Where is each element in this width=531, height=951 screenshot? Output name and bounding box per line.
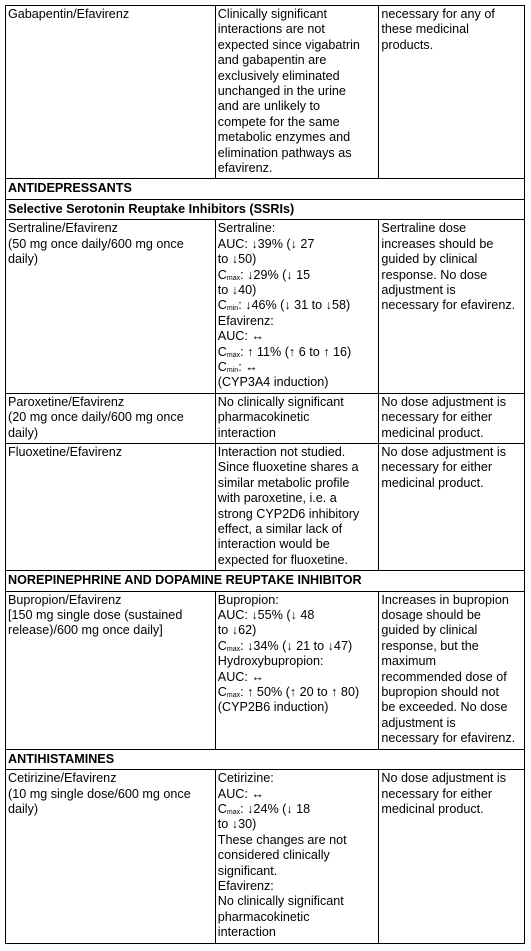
- cell-line: (20 mg once daily/600 mg once: [8, 410, 184, 425]
- cell-line: necessary for either: [381, 460, 493, 475]
- section-header-row: [6, 179, 525, 199]
- cell-line: medicinal product.: [381, 801, 484, 816]
- table-row: [6, 591, 525, 749]
- cell-line: $C_{min}$: ↔: [217, 359, 258, 374]
- subscript: min: [226, 305, 239, 313]
- cell-line: interaction: [217, 425, 276, 440]
- cell-medicinal-product: [6, 443, 216, 570]
- cell-line: daily): [8, 252, 39, 267]
- cell-line: $C_{min}$: ↓46% (↓ 31 to ↓58): [217, 298, 351, 313]
- cell-line: necessary for either: [381, 786, 493, 801]
- cell-line: with paroxetine, i.e. a: [217, 491, 337, 506]
- table-row: [6, 393, 525, 443]
- cell-line: recommended dose of: [381, 669, 507, 684]
- cell-line: (10 mg single dose/600 mg once: [8, 786, 191, 801]
- cell-line: Clinically significant: [217, 7, 327, 21]
- subscript: max: [226, 274, 241, 282]
- cell-line: pharmacokinetic: [217, 909, 310, 924]
- cell-recommendation: [379, 6, 525, 179]
- cell-line: $C_{max}$: ↑ 11% (↑ 6 to ↑ 16): [217, 344, 352, 359]
- cell-line: Efavirenz:: [217, 313, 274, 328]
- cell-line: these medicinal: [381, 22, 469, 37]
- cell-line: significant.: [217, 863, 278, 878]
- cell-line: interaction would be: [217, 537, 330, 552]
- cell-line: Since fluoxetine shares a: [217, 460, 359, 475]
- cell-line: to ↓50): [217, 252, 257, 267]
- cell-line: unchanged in the urine: [217, 84, 346, 99]
- cell-line: expected for fluoxetine.: [217, 552, 349, 567]
- cell-line: to ↓40): [217, 282, 257, 297]
- cell-line: release)/600 mg once daily]: [8, 623, 163, 638]
- cell-line: $C_{max}$: ↑ 50% (↑ 20 to ↑ 80): [217, 685, 360, 700]
- cell-line: AUC: ↔: [217, 786, 264, 801]
- cell-line: increases should be: [381, 236, 494, 251]
- cell-medicinal-product: [6, 591, 216, 749]
- cell-line: compete for the same: [217, 114, 340, 129]
- cell-line: medicinal product.: [381, 475, 484, 490]
- cell-line: (50 mg once daily/600 mg once: [8, 236, 184, 251]
- cell-line: and gabapentin are: [217, 53, 327, 68]
- cell-line: necessary for efavirenz.: [381, 731, 516, 746]
- cell-effect: [215, 393, 379, 443]
- cell-line: Interaction not studied.: [217, 444, 346, 459]
- cell-line: [150 mg single dose (sustained: [8, 608, 183, 623]
- cell-line: necessary for efavirenz.: [381, 298, 516, 313]
- cell-line: interaction: [217, 925, 276, 940]
- cell-line: products.: [381, 37, 434, 52]
- cell-effect: [215, 770, 379, 943]
- cell-line: adjustment is: [381, 282, 456, 297]
- section-header-row: [6, 571, 525, 591]
- cell-line: (CYP3A4 induction): [217, 375, 329, 390]
- cell-line: AUC: ↔: [217, 329, 264, 344]
- subscript: max: [226, 351, 241, 359]
- cell-line: bupropion should not: [381, 685, 500, 700]
- cell-line: daily): [8, 425, 39, 440]
- cell-line: Cetirizine:: [217, 771, 274, 786]
- cell-line: Bupropion/Efavirenz: [8, 592, 122, 607]
- table-row: [6, 220, 525, 393]
- cell-line: response, but the: [381, 638, 479, 653]
- cell-line: Bupropion:: [217, 592, 279, 607]
- cell-effect: [215, 220, 379, 393]
- cell-line: guided by clinical: [381, 623, 478, 638]
- cell-line: AUC: ↓39% (↓ 27: [217, 236, 315, 251]
- cell-line: maximum: [381, 654, 436, 669]
- cell-effect: [215, 443, 379, 570]
- cell-line: Fluoxetine/Efavirenz: [8, 444, 123, 459]
- section-header: Selective Serotonin Reuptake Inhibitors (SSRIs): [6, 199, 525, 219]
- cell-line: necessary for either: [381, 410, 493, 425]
- cell-line: Gabapentin/Efavirenz: [8, 7, 130, 21]
- cell-line: No clinically significant: [217, 394, 344, 409]
- cell-line: considered clinically: [217, 848, 330, 863]
- cell-line: effect, a similar lack of: [217, 522, 343, 536]
- cell-line: Sertraline dose: [381, 221, 467, 236]
- cell-line: efavirenz.: [217, 161, 273, 176]
- cell-line: $C_{max}$: ↓34% (↓ 21 to ↓47): [217, 638, 353, 653]
- cell-line: Cetirizine/Efavirenz: [8, 771, 117, 786]
- cell-recommendation: [379, 443, 525, 570]
- cell-line: response. No dose: [381, 267, 488, 282]
- cell-line: No dose adjustment is: [381, 771, 507, 786]
- cell-medicinal-product: [6, 393, 216, 443]
- cell-line: No dose adjustment is: [381, 444, 507, 459]
- subscript: min: [226, 366, 239, 374]
- section-header-row: [6, 199, 525, 219]
- cell-line: (CYP2B6 induction): [217, 700, 329, 715]
- cell-line: metabolic enzymes and: [217, 130, 351, 145]
- cell-line: These changes are not: [217, 832, 347, 847]
- cell-medicinal-product: [6, 770, 216, 943]
- cell-recommendation: [379, 220, 525, 393]
- cell-line: to ↓30): [217, 817, 257, 832]
- cell-recommendation: [379, 770, 525, 943]
- table-row: [6, 770, 525, 943]
- section-header-row: [6, 749, 525, 769]
- section-header: ANTIHISTAMINES: [6, 749, 525, 769]
- cell-line: medicinal product.: [381, 425, 484, 440]
- cell-line: necessary for any of: [381, 7, 495, 21]
- cell-line: Sertraline/Efavirenz: [8, 221, 118, 236]
- subscript: max: [226, 808, 241, 816]
- cell-recommendation: [379, 393, 525, 443]
- table-row: [6, 6, 525, 179]
- cell-line: and are unlikely to: [217, 99, 321, 114]
- cell-line: elimination pathways as: [217, 145, 352, 160]
- cell-line: Efavirenz:: [217, 878, 274, 893]
- drug-interaction-table: [5, 5, 525, 944]
- cell-line: strong CYP2D6 inhibitory: [217, 506, 360, 521]
- cell-line: expected since vigabatrin: [217, 37, 360, 52]
- cell-line: Increases in bupropion: [381, 592, 509, 607]
- cell-line: Sertraline:: [217, 221, 276, 236]
- section-header: NOREPINEPHRINE AND DOPAMINE REUPTAKE INHIBITOR: [6, 571, 525, 591]
- table-body: [6, 6, 525, 944]
- cell-effect: [215, 6, 379, 179]
- cell-line: $C_{max}$: ↓29% (↓ 15: [217, 267, 311, 282]
- table-row: [6, 443, 525, 570]
- cell-line: AUC: ↔: [217, 669, 264, 684]
- cell-line: similar metabolic profile: [217, 475, 350, 490]
- subscript: max: [226, 692, 241, 700]
- cell-line: Paroxetine/Efavirenz: [8, 394, 125, 409]
- cell-line: pharmacokinetic: [217, 410, 310, 425]
- cell-line: guided by clinical: [381, 252, 478, 267]
- cell-line: No clinically significant: [217, 894, 344, 909]
- cell-line: daily): [8, 801, 39, 816]
- cell-line: to ↓62): [217, 623, 257, 638]
- cell-medicinal-product: [6, 220, 216, 393]
- section-header: ANTIDEPRESSANTS: [6, 179, 525, 199]
- cell-line: AUC: ↓55% (↓ 48: [217, 608, 315, 623]
- cell-line: dosage should be: [381, 608, 481, 623]
- cell-line: interactions are not: [217, 22, 325, 37]
- cell-effect: [215, 591, 379, 749]
- cell-line: Hydroxybupropion:: [217, 654, 324, 669]
- cell-recommendation: [379, 591, 525, 749]
- cell-line: be exceeded. No dose: [381, 700, 508, 715]
- cell-medicinal-product: [6, 6, 216, 179]
- subscript: max: [226, 645, 241, 653]
- cell-line: No dose adjustment is: [381, 394, 507, 409]
- cell-line: $C_{max}$: ↓24% (↓ 18: [217, 801, 311, 816]
- cell-line: exclusively eliminated: [217, 68, 340, 83]
- cell-line: adjustment is: [381, 715, 456, 730]
